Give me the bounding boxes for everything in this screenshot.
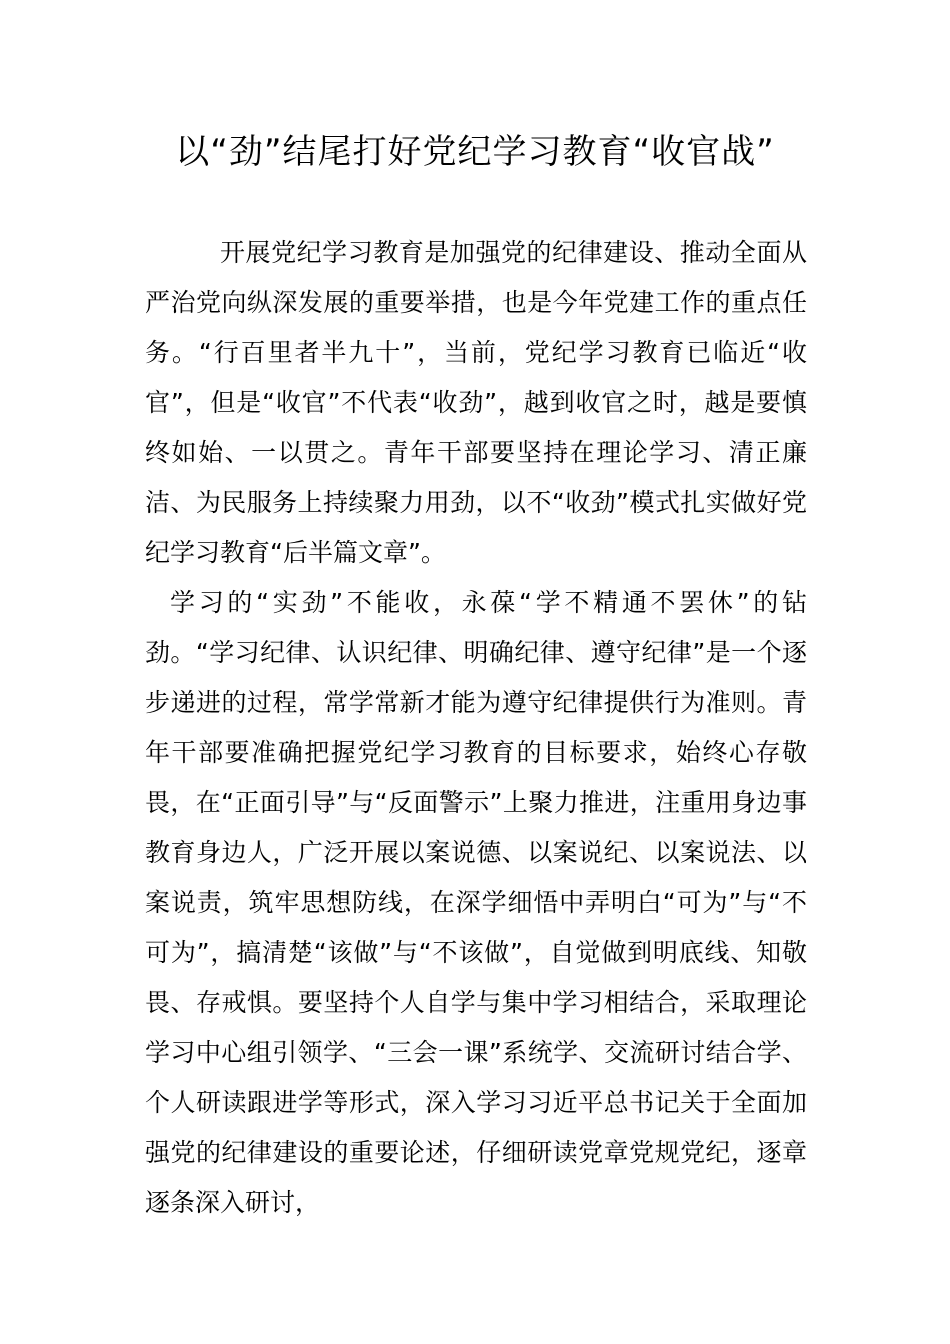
document-title: 以“劲”结尾打好党纪学习教育“收官战” [175, 132, 775, 172]
paragraph-study: 学习的“实劲”不能收，永葆“学不精通不罢休”的钻劲。“学习纪律、认识纪律、明确纪律、遵守纪律”是一个逐步递进的过程，常学常新才能为遵守纪律提供行为准则。青年干部要准确把握党纪学习教育的目标要求，始终心存敬畏，在“正面引导”与“反面警示”上聚力推进，注重用身边事教育身边人，广泛开展以案说德、以案说纪、以案说法、以案说责，筑牢思想防线，在深学细悟中弄明白“可为”与“不可为”，搞清楚“该做”与“不该做”，自觉做到明底线、知敬畏、存戒惧。要坚持个人自学与集中学习相结合，采取理论学习中心组引领学、“三会一课”系统学、交流研讨结合学、个人研读跟进学等形式，深入学习习近平总书记关于全面加强党的纪律建设的重要论述，仔细研读党章党规党纪，逐章逐条深入研讨， [145, 588, 807, 1217]
paragraph-intro: 开展党纪学习教育是加强党的纪律建设、推动全面从严治党向纵深发展的重要举措，也是今年党建工作的重点任务。“行百里者半九十”，当前，党纪学习教育已临近“收官”，但是“收官”不代表“收劲”，越到收官之时，越是要慎终如始、一以贯之。青年干部要坚持在理论学习、清正廉洁、为民服务上持续聚力用劲，以不“收劲”模式扎实做好党纪学习教育“后半篇文章”。 [145, 238, 807, 567]
